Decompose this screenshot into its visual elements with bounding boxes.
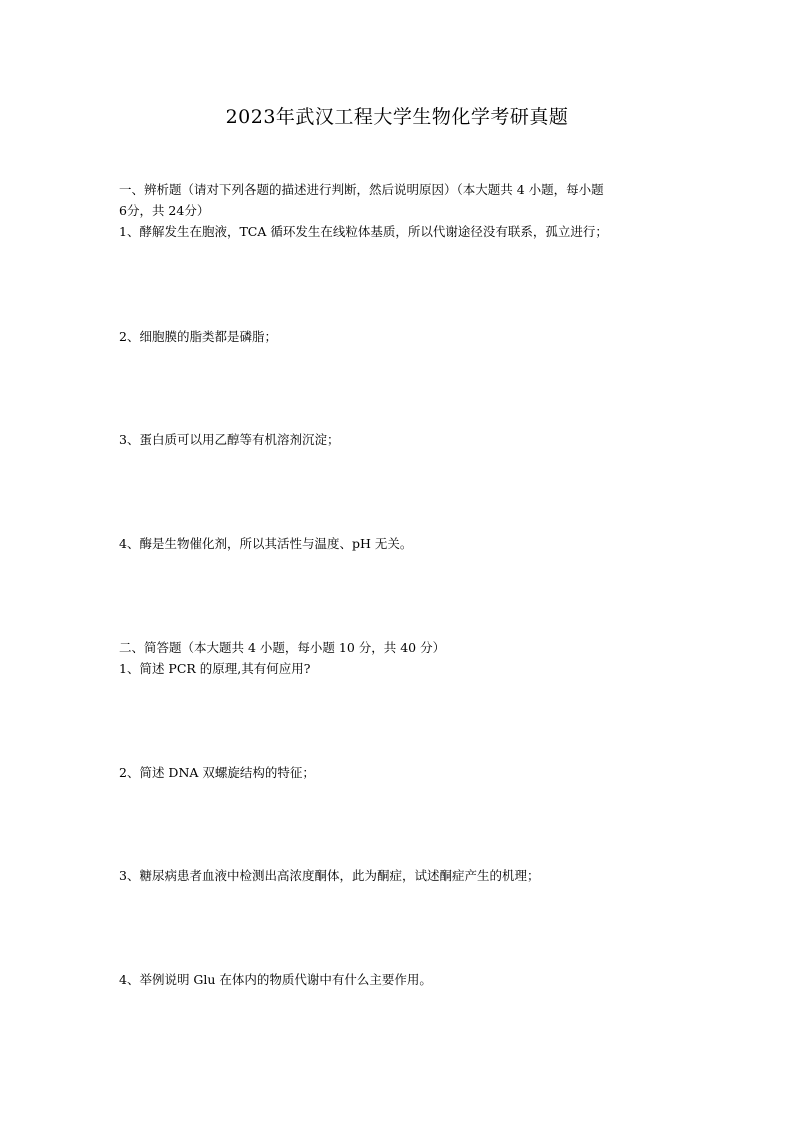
section1-heading-line1: 一、辨析题（请对下列各题的描述进行判断，然后说明原因）（本大题共 4 小题，每小题 — [119, 182, 604, 197]
section2-question-1: 1、简述 PCR 的原理,其有何应用? — [119, 661, 311, 676]
section2-heading: 二、简答题（本大题共 4 小题，每小题 10 分，共 40 分） — [119, 640, 446, 655]
section1-heading-line2: 6分，共 24分） — [119, 203, 210, 218]
section2-question-3: 3、糖尿病患者血液中检测出高浓度酮体，此为酮症，试述酮症产生的机理； — [119, 868, 540, 883]
section2-question-4: 4、举例说明 Glu 在体内的物质代谢中有什么主要作用。 — [119, 972, 432, 987]
section1-question-1: 1、酵解发生在胞液，TCA 循环发生在线粒体基质，所以代谢途径没有联系，孤立进行； — [119, 224, 608, 239]
document-title: 2023年武汉工程大学生物化学考研真题 — [225, 106, 569, 128]
section1-question-3: 3、蛋白质可以用乙醇等有机溶剂沉淀； — [119, 432, 340, 447]
section2-question-2: 2、简述 DNA 双螺旋结构的特征； — [119, 765, 315, 780]
section1-question-4: 4、酶是生物催化剂，所以其活性与温度、pH 无关。 — [119, 536, 413, 551]
section1-question-2: 2、细胞膜的脂类都是磷脂； — [119, 329, 277, 344]
